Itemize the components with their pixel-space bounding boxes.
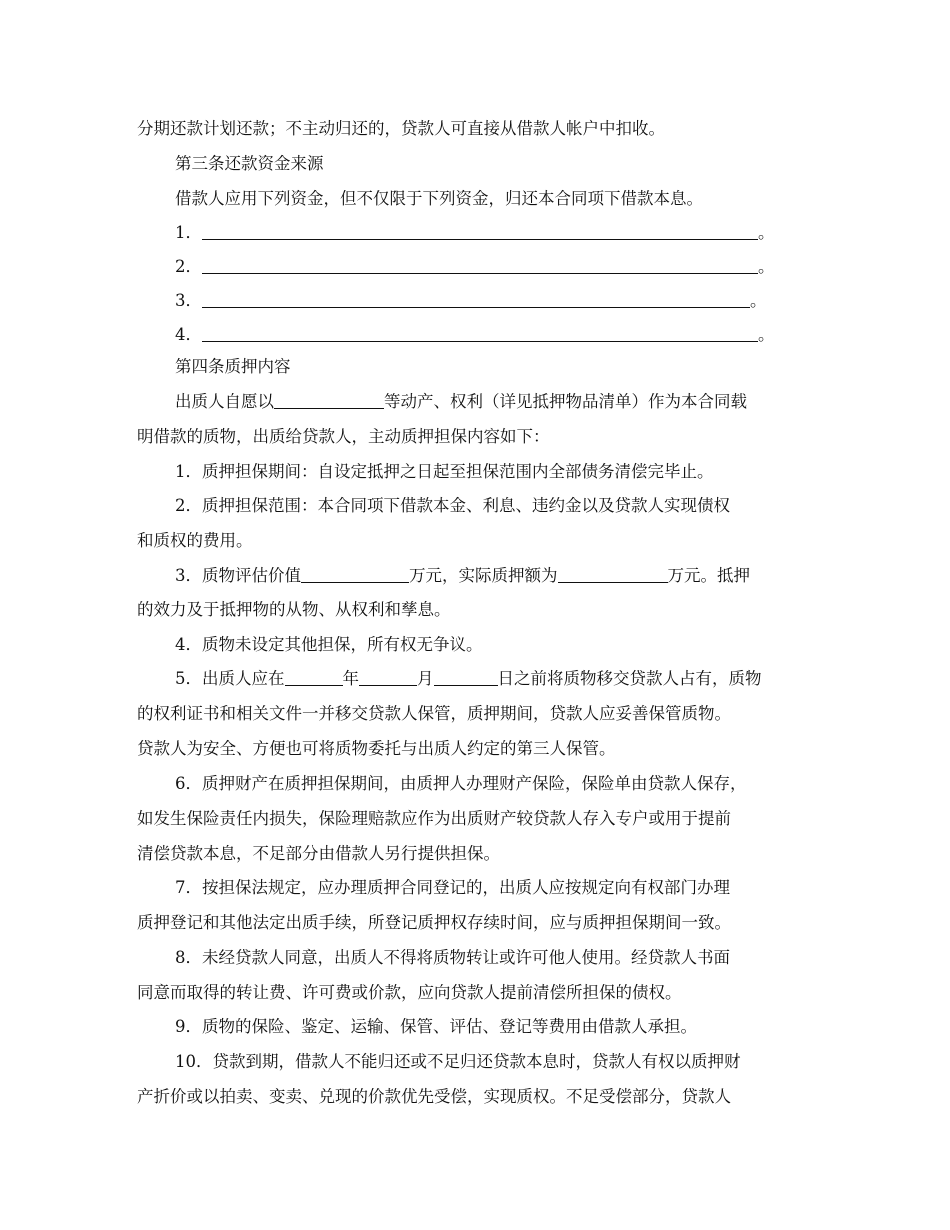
text-line: 贷款人为安全、方便也可将质物委托与出质人约定的第三人保管。 — [137, 739, 616, 758]
text-line: 8．未经贷款人同意，出质人不得将质物转让或许可他人使用。经贷款人书面 — [175, 948, 730, 967]
fill-in-line: 2． 。 — [175, 257, 775, 276]
text-line: 2．质押担保范围：本合同项下借款本金、利息、违约金以及贷款人实现债权 — [175, 496, 730, 515]
text-line: 同意而取得的转让费、许可费或价款，应向贷款人提前清偿所担保的债权。 — [137, 983, 682, 1002]
blank-field[interactable] — [202, 257, 758, 274]
text-line: 分期还款计划还款；不主动归还的，贷款人可直接从借款人帐户中扣收。 — [137, 119, 665, 138]
blank-field[interactable] — [301, 566, 409, 583]
text-line: 的效力及于抵押物的从物、从权利和孳息。 — [137, 600, 451, 619]
blank-field[interactable] — [202, 291, 750, 308]
fill-in-line: 3． 。 — [175, 291, 767, 310]
fill-in-line: 出质人自愿以 等动产、权利（详见抵押物品清单）作为本合同载 — [175, 392, 747, 411]
blank-field[interactable] — [434, 669, 498, 686]
text-line: 6．质押财产在质押担保期间，由质押人办理财产保险，保险单由贷款人保存， — [175, 774, 747, 793]
fill-in-line: 1． 。 — [175, 223, 775, 242]
text-line: 9．质物的保险、鉴定、运输、保管、评估、登记等费用由借款人承担。 — [175, 1017, 697, 1036]
section-heading: 第四条质押内容 — [175, 357, 291, 376]
text-line: 1．质押担保期间：自设定抵押之日起至担保范围内全部债务清偿完毕止。 — [175, 462, 714, 481]
text-line: 如发生保险责任内损失，保险理赔款应作为出质财产较贷款人存入专户或用于提前 — [137, 809, 731, 828]
text-line: 和质权的费用。 — [137, 531, 253, 550]
blank-field[interactable] — [202, 325, 758, 342]
text-line: 产折价或以拍卖、变卖、兑现的价款优先受偿，实现质权。不足受偿部分，贷款人 — [137, 1087, 731, 1106]
fill-in-line: 3．质物评估价值 万元，实际质押额为 万元。抵押 — [175, 566, 750, 585]
blank-field[interactable] — [558, 566, 668, 583]
blank-field[interactable] — [274, 392, 384, 409]
text-line: 质押登记和其他法定出质手续，所登记质押权存续时间，应与质押担保期间一致。 — [137, 913, 731, 932]
text-line: 10．贷款到期，借款人不能归还或不足归还贷款本息时，贷款人有权以质押财 — [175, 1052, 741, 1071]
text-line: 清偿贷款本息，不足部分由借款人另行提供担保。 — [137, 844, 500, 863]
blank-field[interactable] — [285, 669, 343, 686]
text-line: 明借款的质物，出质给贷款人，主动质押担保内容如下： — [137, 427, 550, 446]
blank-field[interactable] — [359, 669, 417, 686]
fill-in-line: 5．出质人应在 年 月 日之前将质物移交贷款人占有，质物 — [175, 669, 762, 688]
blank-field[interactable] — [202, 223, 758, 240]
text-line: 4．质物未设定其他担保，所有权无争议。 — [175, 635, 483, 654]
text-line: 借款人应用下列资金，但不仅限于下列资金，归还本合同项下借款本息。 — [175, 189, 703, 208]
fill-in-line: 4． 。 — [175, 325, 775, 344]
text-line: 的权利证书和相关文件一并移交贷款人保管，质押期间，贷款人应妥善保管质物。 — [137, 704, 731, 723]
text-line: 7．按担保法规定，应办理质押合同登记的，出质人应按规定向有权部门办理 — [175, 878, 730, 897]
section-heading: 第三条还款资金来源 — [175, 154, 324, 173]
